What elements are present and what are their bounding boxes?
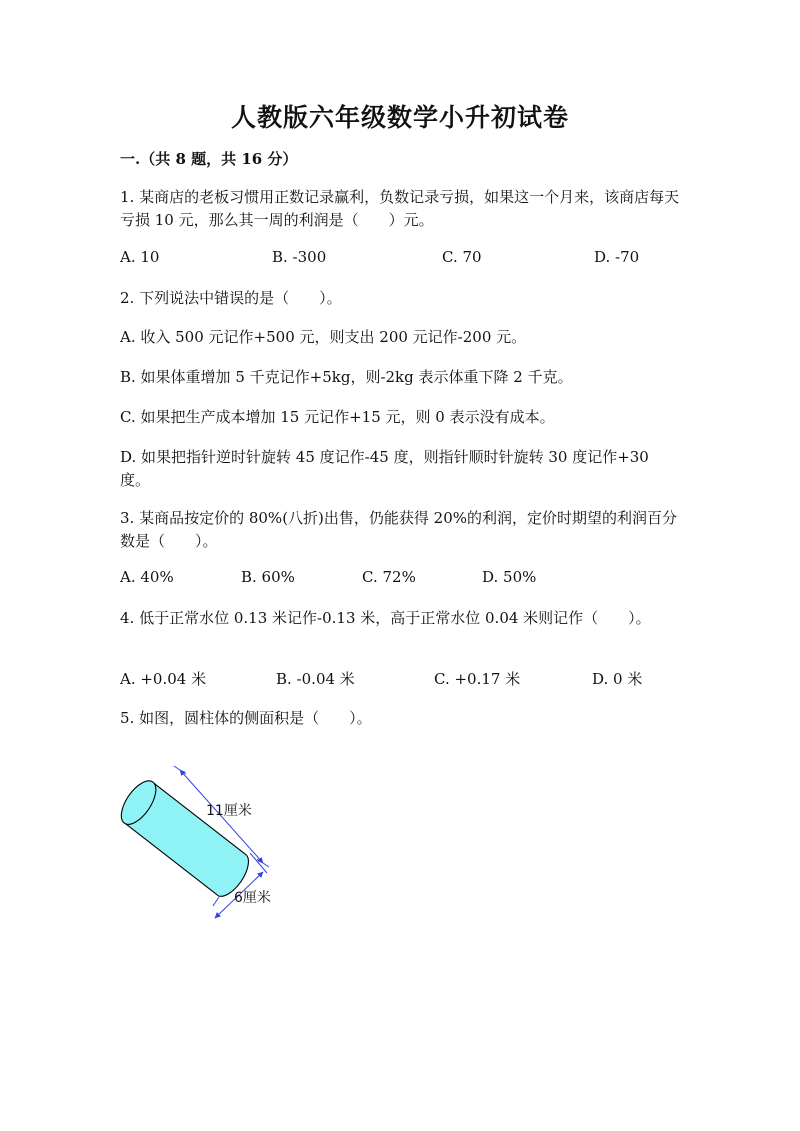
q1-option-b[interactable]: B. -300: [272, 248, 327, 266]
q3-option-b[interactable]: B. 60%: [241, 568, 295, 586]
cylinder-figure: [118, 760, 288, 930]
q2-option-a[interactable]: A. 收入 500 元记作+500 元，则支出 200 元记作-200 元。: [120, 328, 527, 346]
section-heading: 一.（共 8 题，共 16 分）: [120, 150, 298, 168]
question-4-options: [120, 668, 680, 690]
diameter-extension-bottom: [213, 897, 219, 906]
q2-option-b[interactable]: B. 如果体重增加 5 千克记作+5kg，则-2kg 表示体重下降 2 千克。: [120, 368, 573, 386]
q3-option-d[interactable]: D. 50%: [482, 568, 537, 586]
diameter-extension-top: [250, 853, 267, 873]
q4-option-c[interactable]: C. +0.17 米: [434, 670, 521, 688]
q1-option-c[interactable]: C. 70: [442, 248, 482, 266]
question-3: 3. 某商品按定价的 80%(八折)出售，仍能获得 20%的利润，定价时期望的利润百分数是（ ）。: [120, 509, 678, 550]
q1-option-a[interactable]: A. 10: [120, 248, 160, 266]
q3-option-c[interactable]: C. 72%: [362, 568, 416, 586]
page-title: 人教版六年级数学小升初试卷: [230, 103, 569, 132]
q4-option-d[interactable]: D. 0 米: [592, 670, 643, 688]
q2-option-c[interactable]: C. 如果把生产成本增加 15 元记作+15 元，则 0 表示没有成本。: [120, 408, 555, 426]
q4-option-a[interactable]: A. +0.04 米: [120, 670, 207, 688]
question-1: 1. 某商店的老板习惯用正数记录赢利，负数记录亏损，如果这一个月来，该商店每天亏损 10 元，那么其一周的利润是（ ）元。: [120, 188, 680, 229]
question-3-options: [120, 568, 680, 590]
q2-option-d[interactable]: D. 如果把指针逆时针旋转 45 度记作-45 度，则指针顺时针旋转 30 度记作+30 度。: [120, 448, 649, 489]
question-1-options: [120, 248, 680, 270]
question-5: 5. 如图，圆柱体的侧面积是（ ）。: [120, 709, 372, 727]
q1-option-d[interactable]: D. -70: [594, 248, 640, 266]
length-label: 11厘米: [206, 803, 252, 819]
q3-option-a[interactable]: A. 40%: [120, 568, 174, 586]
question-4: 4. 低于正常水位 0.13 米记作-0.13 米，高于正常水位 0.04 米则记作（ ）。: [120, 609, 651, 627]
diameter-label: 6厘米: [234, 890, 271, 906]
q4-option-b[interactable]: B. -0.04 米: [276, 670, 355, 688]
question-2: 2. 下列说法中错误的是（ ）。: [120, 289, 342, 307]
